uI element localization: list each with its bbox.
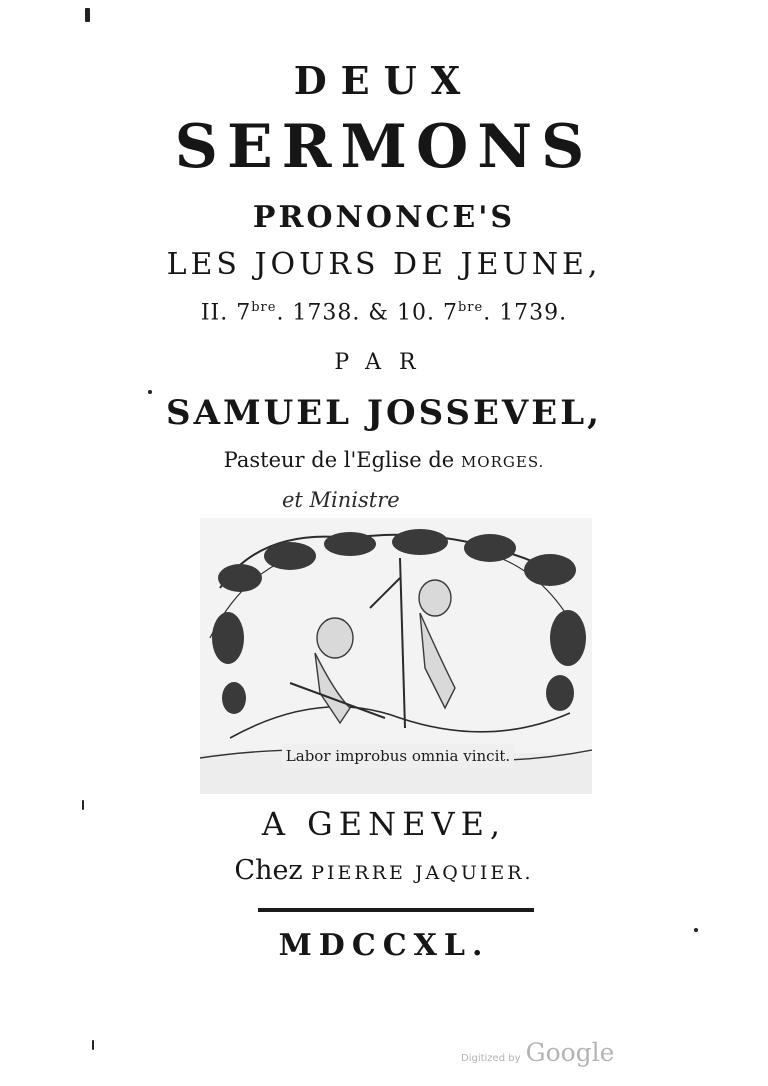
date-month-2: 7 bbox=[434, 300, 458, 326]
horizontal-rule bbox=[258, 908, 534, 912]
ink-speck bbox=[148, 390, 152, 394]
ink-speck bbox=[85, 8, 90, 22]
digitized-by-label: Digitized by bbox=[461, 1053, 521, 1064]
title-line-deux: DEUX bbox=[293, 58, 475, 103]
date-year-2: . 1739. bbox=[483, 300, 568, 326]
date-day: II. bbox=[200, 300, 229, 326]
publisher-prefix: Chez bbox=[234, 855, 303, 886]
imprint-year: MDCCXL. bbox=[278, 928, 490, 963]
ink-speck bbox=[694, 928, 698, 932]
digitized-by-google-watermark bbox=[461, 1038, 614, 1067]
vignette-motto: Labor improbus omnia vincit. bbox=[282, 744, 514, 768]
ink-speck bbox=[92, 1040, 94, 1050]
role-place: MORGES. bbox=[460, 453, 545, 471]
title-line-sermons: SERMONS bbox=[174, 112, 594, 182]
date-month: 7 bbox=[236, 300, 252, 326]
publisher-name: PIERRE JAQUIER. bbox=[311, 862, 534, 884]
date-month-sup-2: bre bbox=[457, 300, 484, 315]
title-line-prononces: PRONONCE'S bbox=[252, 200, 516, 235]
ink-speck bbox=[82, 800, 84, 810]
title-line-jours-de-jeune: LES JOURS DE JEUNE, bbox=[166, 247, 602, 282]
handwritten-annotation: et Ministre bbox=[282, 488, 400, 512]
imprint-city: A GENEVE, bbox=[261, 805, 507, 843]
par-line: PAR bbox=[334, 350, 434, 375]
imprint-publisher bbox=[0, 855, 768, 886]
role-prefix: Pasteur de l'Eglise de bbox=[223, 448, 455, 472]
date-year: . 1738. & 10. bbox=[276, 300, 435, 326]
author-name: SAMUEL JOSSEVEL, bbox=[166, 393, 602, 433]
date-month-sup: bre bbox=[251, 300, 277, 315]
sermon-dates bbox=[0, 300, 768, 325]
google-logo: Google bbox=[525, 1038, 615, 1067]
author-role bbox=[0, 448, 768, 472]
